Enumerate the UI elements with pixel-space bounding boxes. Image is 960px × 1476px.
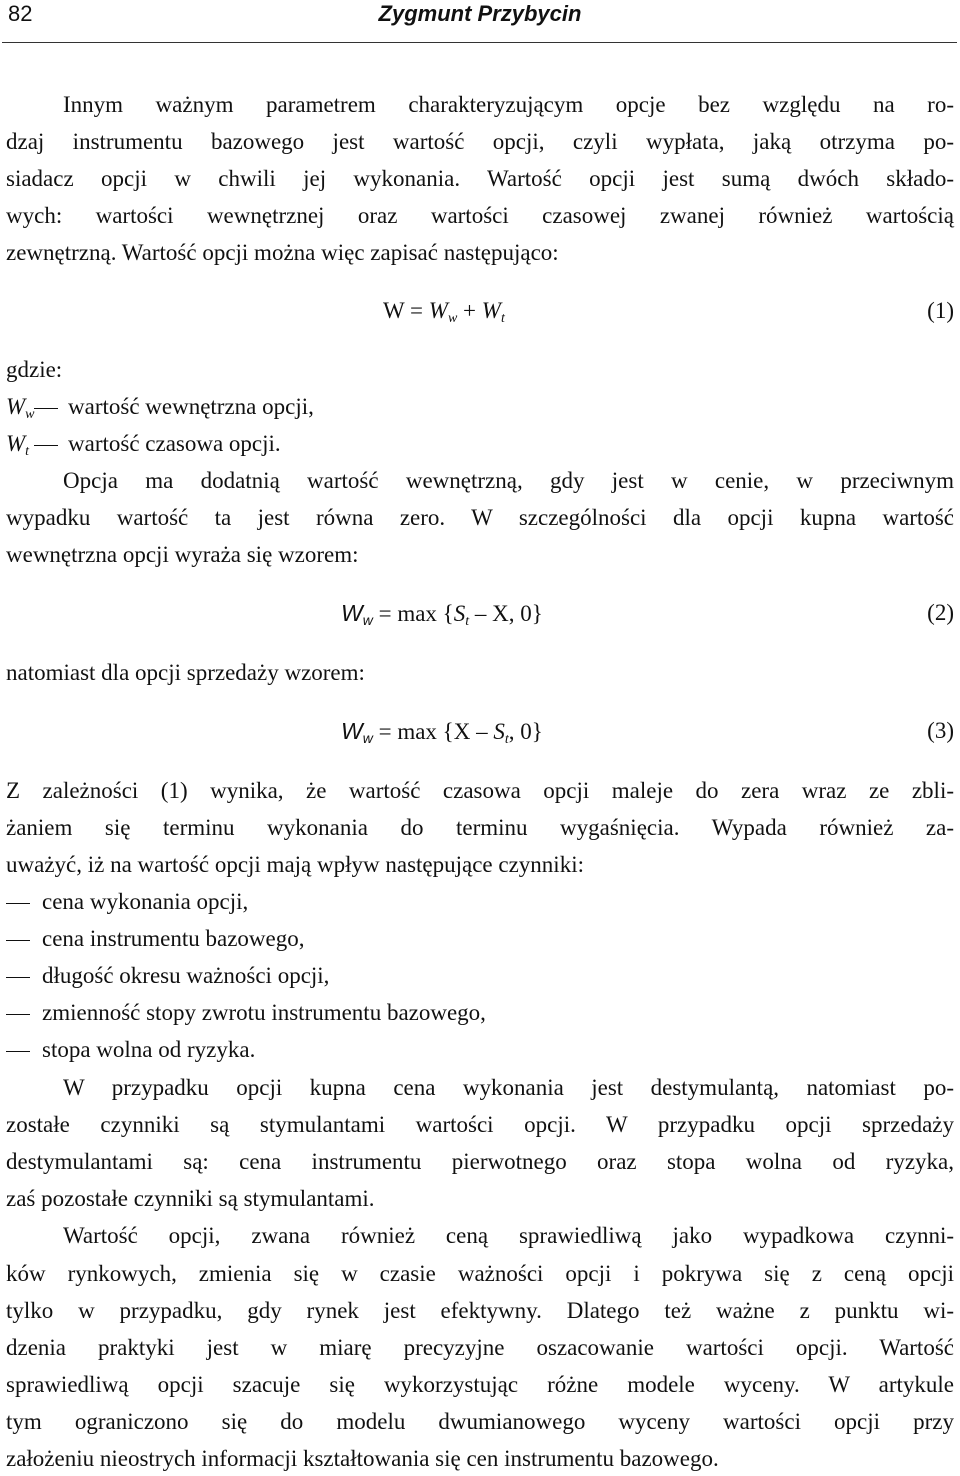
equation-1-number: (1) <box>927 298 954 323</box>
paragraph-4-line: zostałe czynniki są stymulantami wartości opcji. W przypadku opcji sprzedaży <box>6 1112 954 1137</box>
paragraph-2-line: wewnętrzna opcji wyraża się wzorem: <box>6 542 359 567</box>
definition-item: $W_w$ wartość wewnętrzna opcji, <box>6 394 314 422</box>
dash-glyph <box>34 445 58 446</box>
where-label: gdzie: <box>6 357 63 382</box>
definition-item: $W_t$ wartość czasowa opcji. <box>6 431 281 459</box>
paragraph-3-line: żaniem się terminu wykonania do terminu wygaśnięcia. Wypada również za- <box>6 815 954 840</box>
equation-3: $W_w = \max \{X - S_t$, 0} <box>341 718 543 747</box>
paragraph-5-line: tym ograniczono się do modelu dwumianowego wyceny wartości opcji przy <box>6 1409 954 1434</box>
paragraph-5-line: dzenia praktyki jest w miarę precyzyjne oszacowanie wartości opcji. Wartość <box>6 1335 954 1360</box>
paragraph-1-line: wych: wartości wewnętrznej oraz wartości czasowej zwanej również wartością <box>6 203 954 228</box>
dash-glyph <box>34 408 58 409</box>
equation-3-number: (3) <box>927 718 954 743</box>
paragraph-4-line: destymulantami są: cena instrumentu pierwotnego oraz stopa wolna od ryzyka, <box>6 1149 954 1174</box>
running-head-author: Zygmunt Przybycin <box>378 1 582 26</box>
equation-1: $W = W_w + W_t$ <box>383 298 505 326</box>
paragraph-4-line: W przypadku opcji kupna cena wykonania jest destymulantą, natomiast po- <box>63 1075 954 1100</box>
dash-glyph <box>6 1014 30 1015</box>
paragraph-4-line: zaś pozostałe czynniki są stymulantami. <box>6 1186 375 1211</box>
paragraph-2-line: wypadku wartość ta jest równa zero. W szczególności dla opcji kupna wartość <box>6 505 954 530</box>
page-header <box>0 0 960 30</box>
paragraph-5-line: założeniu nieostrych informacji kształtowania się cen instrumentu bazowego. <box>6 1446 719 1471</box>
paragraph-1-line: Innym ważnym parametrem charakteryzującym opcje bez względu na ro- <box>63 92 954 117</box>
paragraph-3-line: Z zależności (1) wynika, że wartość czasowa opcji maleje do zera wraz ze zbli- <box>6 778 954 803</box>
equation-2-number: (2) <box>927 600 954 625</box>
paragraph-2-line: Opcja ma dodatnią wartość wewnętrzną, gdy jest w cenie, w przeciwnym <box>63 468 954 493</box>
header-rule <box>2 42 957 43</box>
factor-list-item: cena wykonania opcji, <box>6 887 954 917</box>
equation-2: $W_w = \max \{S_t - X$, 0} <box>341 600 543 629</box>
paragraph-3-line: uważyć, iż na wartość opcji mają wpływ następujące czynniki: <box>6 852 584 877</box>
paragraph-5-line: tylko w przypadku, gdy rynek jest efektywny. Dlatego też ważne z punktu wi- <box>6 1298 954 1323</box>
paragraph-1-line: zewnętrzną. Wartość opcji można więc zapisać następująco: <box>6 240 559 265</box>
paragraph-5-line: Wartość opcji, zwana również ceną sprawiedliwą jako wypadkowa czynni- <box>63 1223 954 1248</box>
paragraph-1-line: dzaj instrumentu bazowego jest wartość opcji, czyli wypłata, jaką otrzyma po- <box>6 129 954 154</box>
paragraph-1-line: siadacz opcji w chwili jej wykonania. Wartość opcji jest sumą dwóch składo- <box>6 166 954 191</box>
dash-glyph <box>6 903 30 904</box>
factor-list-item: długość okresu ważności opcji, <box>6 961 954 991</box>
paragraph-5-line: sprawiedliwą opcji szacuje się wykorzystując różne modele wyceny. W artykule <box>6 1372 954 1397</box>
factor-list-item: zmienność stopy zwrotu instrumentu bazowego, <box>6 998 954 1028</box>
between-equations-text: natomiast dla opcji sprzedaży wzorem: <box>6 660 365 685</box>
dash-glyph <box>6 1051 30 1052</box>
factor-list-item: cena instrumentu bazowego, <box>6 924 954 954</box>
dash-glyph <box>6 940 30 941</box>
factor-list-item: stopa wolna od ryzyka. <box>6 1035 954 1065</box>
paragraph-5-line: ków rynkowych, zmienia się w czasie ważności opcji i pokrywa się z ceną opcji <box>6 1261 954 1286</box>
page-number: 82 <box>8 1 33 26</box>
dash-glyph <box>6 977 30 978</box>
